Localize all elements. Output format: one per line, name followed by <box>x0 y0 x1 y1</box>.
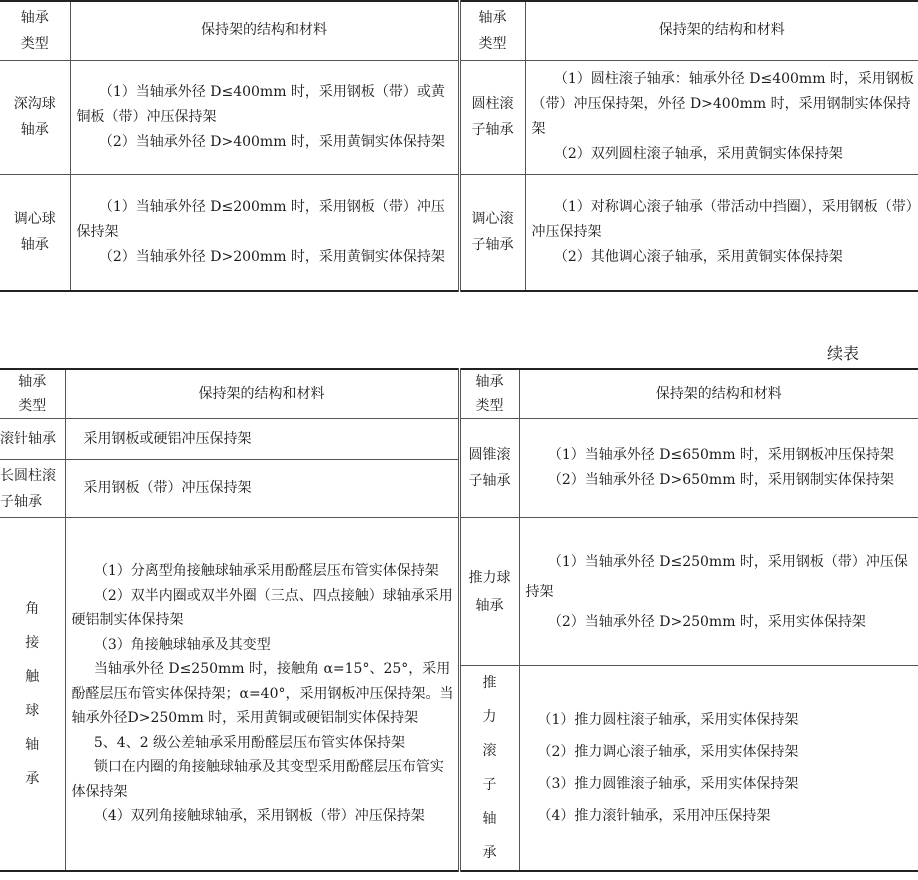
header-structure: 保持架的结构和材料 <box>70 1 459 60</box>
bearing-type-cell: 调心球轴承 <box>0 174 70 291</box>
bearing-type-cell: 滚针轴承 <box>0 419 65 460</box>
cage-description-cell: 采用钢板或硬铝冲压保持架 <box>65 419 459 460</box>
cage-description-cell: （1）当轴承外径 D≤200mm 时，采用钢板（带）冲压保持架 （2）当轴承外径 D>200mm 时，采用黄铜实体保持架 <box>70 174 459 291</box>
bearing-type-cell: 圆锥滚子轴承 <box>459 419 519 518</box>
table-header-row <box>0 1 918 60</box>
cage-description-cell: （1）推力圆柱滚子轴承，采用实体保持架 （2）推力调心滚子轴承，采用实体保持架 （3）推力圆锥滚子轴承，采用实体保持架 （4）推力滚针轴承，采用冲压保持架 <box>537 712 799 824</box>
bearing-type-cell: 长圆柱滚子轴承 <box>0 460 65 518</box>
table-row <box>0 174 918 291</box>
bearing-type-cell: 角接触球轴承 <box>0 518 65 872</box>
bearing-type-cell: 推力球轴承 <box>459 518 519 666</box>
continued-label: 续表 <box>827 344 860 363</box>
bearing-cage-table <box>0 0 918 292</box>
header-structure-right: 保持架的结构和材料 <box>525 1 918 60</box>
header-type: 轴承类型 <box>0 1 70 60</box>
cage-description-cell: 采用钢板（带）冲压保持架 <box>65 460 459 518</box>
bearing-type-cell: 圆柱滚子轴承 <box>459 60 525 174</box>
cage-description-cell: （1）圆柱滚子轴承：轴承外径 D≤400mm 时，采用钢板（带）冲压保持架，外径 D>400mm 时，采用钢制实体保持架 （2）双列圆柱滚子轴承，采用黄铜实体保持架 <box>525 60 918 174</box>
header-structure: 保持架的结构和材料 <box>65 369 459 419</box>
header-structure-right: 保持架的结构和材料 <box>519 369 918 419</box>
cage-description-cell: （1）分离型角接触球轴承采用酚醛层压布管实体保持架 （2）双半内圈或双半外圈（三点、四点接触）球轴承采用硬铝制实体保持架 （3）角接触球轴承及其变型 当轴承外径 D≤250mm 时，接触角 α=15°、25°，采用酚醛层压布管实体保持架；α=40°，采用钢板冲压保持架。当轴承外径D>250mm 时，采用黄铜或硬铝制实体保持架 5、4、2 级公差轴承采用酚醛层压布管实体保持架 锁口在内圈的角接触球轴承及其变型采用酚醛层压布管实体保持架 （4）双列角接触球轴承，采用钢板（带）冲压保持架 <box>65 518 459 872</box>
bearing-type-cell: 调心滚子轴承 <box>459 174 525 291</box>
table-row <box>0 419 918 460</box>
cage-description-cell: （1）对称调心滚子轴承（带活动中挡圈），采用钢板（带）冲压保持架 （2）其他调心滚子轴承，采用黄铜实体保持架 <box>531 198 913 265</box>
bearing-cage-table-continued <box>0 368 918 872</box>
header-type: 轴承类型 <box>0 369 65 419</box>
cage-description-cell: （1）当轴承外径 D≤250mm 时，采用钢板（带）冲压保持架 （2）当轴承外径 D>250mm 时，采用实体保持架 <box>519 518 918 666</box>
cage-description-cell: （1）当轴承外径 D≤400mm 时，采用钢板（带）或黄铜板（带）冲压保持架 （2）当轴承外径 D>400mm 时，采用黄铜实体保持架 <box>70 60 459 174</box>
cage-description-cell: （1）当轴承外径 D≤650mm 时，采用钢板冲压保持架 （2）当轴承外径 D>650mm 时，采用钢制实体保持架 <box>519 419 918 518</box>
bearing-type-cell: 推力滚子轴承 <box>459 666 519 872</box>
header-type-right: 轴承类型 <box>459 1 525 60</box>
table-row <box>0 518 918 666</box>
bearing-type-cell: 深沟球轴承 <box>0 60 70 174</box>
header-type-right: 轴承类型 <box>459 369 519 419</box>
table-header-row <box>0 369 918 419</box>
table-row <box>0 60 918 174</box>
